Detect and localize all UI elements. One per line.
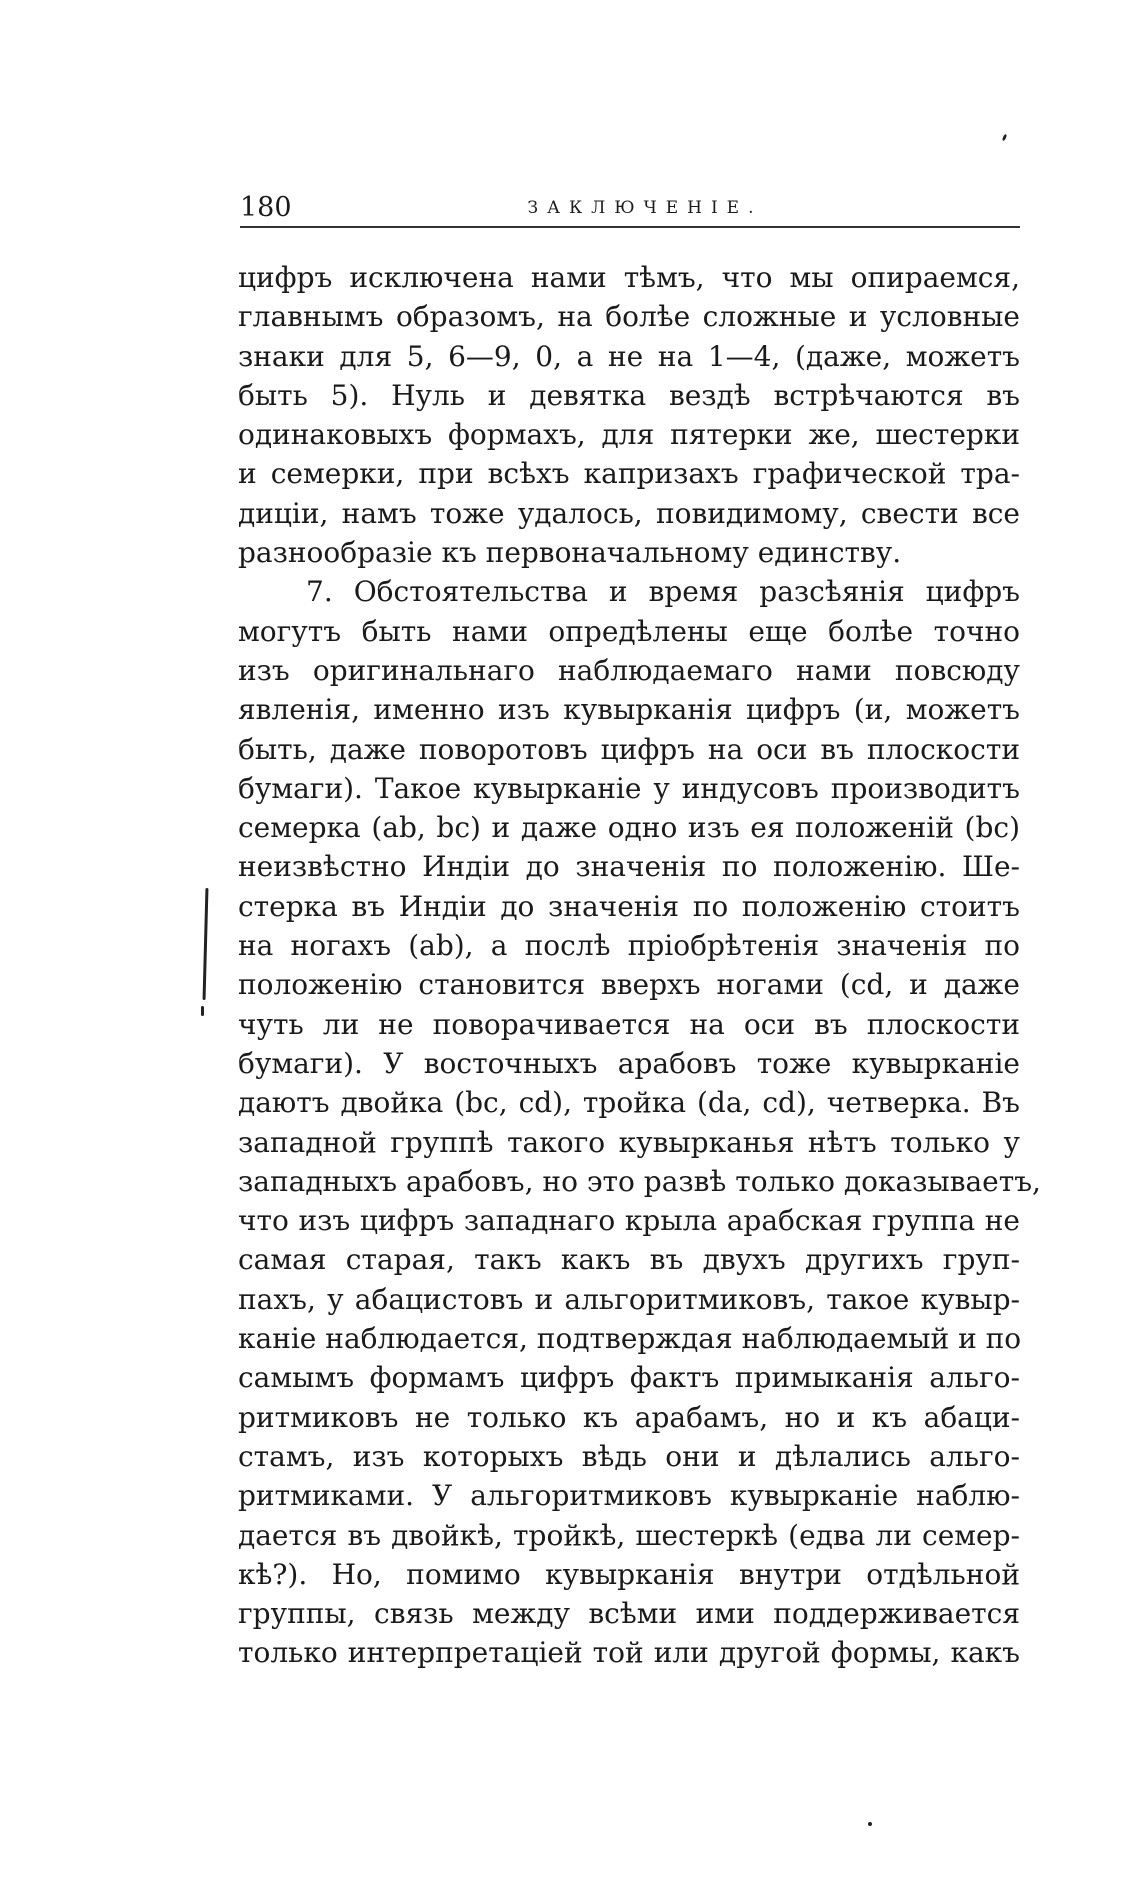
margin-pencil-mark-dot: [201, 1006, 204, 1016]
text-line: западной группѣ такого кувырканья нѣтъ только у: [238, 1125, 1020, 1159]
page-header: [240, 190, 1020, 230]
text-line: даютъ двойка (bc, cd), тройка (da, cd), четверка. Въ: [238, 1086, 1020, 1120]
paper-speck: [1002, 134, 1008, 142]
paper-speck: [868, 1822, 872, 1826]
text-line: цифръ исключена нами тѣмъ, что мы опираемся,: [238, 261, 1020, 294]
text-line: диціи, намъ тоже удалось, повидимому, свести все: [238, 496, 1020, 530]
text-line: ритмиковъ не только къ арабамъ, но и къ абаци-: [238, 1400, 1020, 1434]
text-line: быть 5). Нуль и девятка вездѣ встрѣчаются въ: [238, 378, 1020, 412]
text-line: что изъ цифръ западнаго крыла арабская группа не: [238, 1204, 1020, 1238]
text-line: самая старая, такъ какъ въ двухъ другихъ груп-: [238, 1243, 1020, 1277]
header-rule: [240, 226, 1020, 228]
text-line: пахъ, у абацистовъ и альгоритмиковъ, такое кувыр-: [238, 1282, 1020, 1316]
text-line: ритмиками. У альгоритмиковъ кувырканіе наблю-: [238, 1479, 1020, 1513]
text-line: разнообразіе къ первоначальному единству.: [238, 536, 902, 570]
text-line: дается въ двойкѣ, тройкѣ, шестеркѣ (едва ли семер-: [238, 1518, 1020, 1552]
text-line: и семерки, при всѣхъ капризахъ графической тра-: [238, 457, 1020, 491]
text-line: группы, связь между всѣми ими поддерживается: [238, 1597, 1020, 1631]
body-text: [238, 258, 1041, 1673]
text-line: каніе наблюдается, подтверждая наблюдаемый и по: [238, 1322, 1022, 1356]
text-line: положенію становится вверхъ ногами (cd, и даже: [238, 968, 1020, 1002]
text-line: стерка въ Индіи до значенія по положенію стоитъ: [238, 889, 1020, 923]
text-line: 7. Обстоятельства и время разсѣянія цифръ: [306, 575, 1020, 609]
text-line: могутъ быть нами опредѣлены еще болѣе точно: [238, 614, 1020, 648]
text-line: кѣ?). Но, помимо кувырканія внутри отдѣльной: [238, 1557, 1020, 1591]
text-line: бумаги). Такое кувырканіе у индусовъ производитъ: [238, 771, 1020, 805]
text-line: самымъ формамъ цифръ фактъ примыканія альго-: [238, 1361, 1020, 1395]
margin-pencil-mark: [203, 888, 209, 1000]
text-line: семерка (ab, bc) и даже одно изъ ея положеній (bc): [238, 811, 1020, 845]
text-line: одинаковыхъ формахъ, для пятерки же, шестерки: [238, 418, 1020, 452]
text-line: изъ оригинальнаго наблюдаемаго нами повсюду: [238, 653, 1020, 687]
page-number: 180: [240, 192, 292, 223]
text-line: быть, даже поворотовъ цифръ на оси въ плоскости: [238, 732, 1020, 766]
running-head: ЗАКЛЮЧЕНІЕ.: [527, 198, 763, 218]
text-line: только интерпретаціей той или другой формы, какъ: [238, 1636, 1020, 1670]
text-line: стамъ, изъ которыхъ вѣдь они и дѣлались альго-: [238, 1439, 1020, 1473]
text-line: главнымъ образомъ, на болѣе сложные и условные: [238, 300, 1020, 334]
text-line: неизвѣстно Индіи до значенія по положенію. Ше-: [238, 850, 1020, 884]
text-line: явленія, именно изъ кувырканія цифръ (и, можетъ: [238, 693, 1020, 727]
text-line: бумаги). У восточныхъ арабовъ тоже кувырканіе: [238, 1046, 1020, 1080]
text-line: на ногахъ (ab), а послѣ пріобрѣтенія значенія по: [238, 929, 1020, 963]
text-line: чуть ли не поворачивается на оси въ плоскости: [238, 1007, 1020, 1041]
text-line: знаки для 5, 6—9, 0, а не на 1—4, (даже, можетъ: [238, 339, 1020, 373]
text-line: западныхъ арабовъ, но это развѣ только доказываетъ,: [238, 1164, 1041, 1198]
